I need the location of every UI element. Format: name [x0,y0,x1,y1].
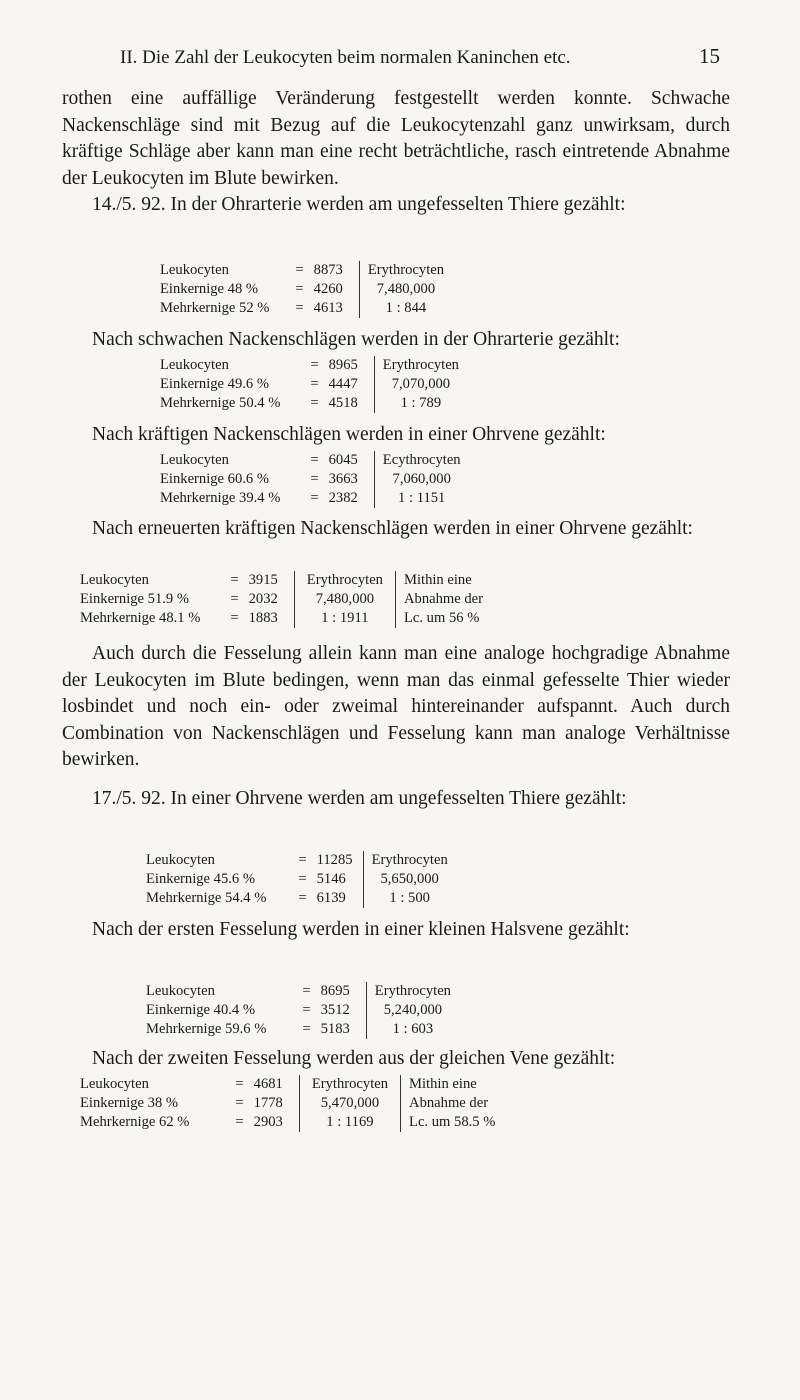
row-label: Einkernige 60.6 % [160,471,270,487]
section-intro-6: Nach der ersten Fesselung werden in einer kleinen Halsvene gezählt: [92,919,630,940]
section-intro-2: Nach schwachen Nackenschlägen werden in der Ohrarterie gezählt: [92,329,620,350]
row-label: Leukocyten [146,983,215,999]
row-value: 8965 [328,357,358,373]
section-intro-5: 17./5. 92. In einer Ohrvene werden am ungefesselten Thiere gezählt: [92,788,627,809]
page-header [120,44,720,74]
count-table-3: Leukocyten Einkernige 60.6 % Mehrkernige 39.4 % = = = 6045 3663 2382 Ecythrocyten 7,060,000 1 : 1151 [160,451,469,508]
row-label: Mehrkernige 39.4 % [160,490,281,506]
row-label: Mehrkernige 54.4 % [146,890,267,906]
row-label: Mehrkernige 62 % [80,1114,190,1130]
row-label: Leukocyten [160,262,229,278]
row-label: Mehrkernige 59.6 % [146,1021,267,1037]
summary-note: Mithin eine Abnahme der Lc. um 56 % [395,571,483,628]
row-label: Einkernige 38 % [80,1095,179,1111]
row-value: 8695 [320,983,350,999]
row-value: 4518 [328,395,358,411]
row-value: 4681 [253,1076,283,1092]
row-value: 5146 [316,871,346,887]
row-value: 6139 [316,890,346,906]
row-label: Leukocyten [80,1076,149,1092]
erythrocyte-column: Erythrocyten 5,240,000 1 : 603 [366,982,459,1039]
row-value: 2903 [253,1114,283,1130]
count-table-4: Leukocyten Einkernige 51.9 % Mehrkernige 48.1 % = = = 3915 2032 1883 Erythrocyten 7,480,000 1 : 1911 Mithin eine Abnahme der Lc. um 56 % [80,572,484,626]
row-label: Leukocyten [80,572,149,588]
section-intro-3: Nach kräftigen Nackenschlägen werden in einer Ohrvene gezählt: [92,424,606,445]
erythrocyte-column: Ecythrocyten 7,060,000 1 : 1151 [374,451,469,508]
row-label: Einkernige 48 % [160,281,259,297]
row-value: 4613 [313,300,343,316]
summary-note: Mithin eine Abnahme der Lc. um 58.5 % [400,1075,495,1132]
section-intro-1: 14./5. 92. In der Ohrarterie werden am ungefesselten Thiere gezählt: [92,194,626,215]
row-value: 4260 [313,281,343,297]
section-intro-7: Nach der zweiten Fesselung werden aus der gleichen Vene gezählt: [92,1048,616,1069]
row-label: Einkernige 45.6 % [146,871,256,887]
row-label: Mehrkernige 48.1 % [80,610,201,626]
row-value: 5183 [320,1021,350,1037]
row-label: Leukocyten [146,852,215,868]
page-number: 15 [699,44,720,68]
row-value: 11285 [316,852,353,868]
count-table-1: Leukocyten Einkernige 48 % Mehrkernige 52 % = = = 8873 4260 4613 Erythrocyten 7,480,000 1 : 844 [160,261,452,318]
erythrocyte-column: Erythrocyten 5,650,000 1 : 500 [363,851,456,908]
row-value: 2032 [248,591,278,607]
row-value: 3663 [328,471,358,487]
count-table-6: Leukocyten Einkernige 40.4 % Mehrkernige 59.6 % = = = 8695 3512 5183 Erythrocyten 5,240,000 1 : 603 [146,982,459,1039]
count-table-2: Leukocyten Einkernige 49.6 % Mehrkernige 50.4 % = = = 8965 4447 4518 Erythrocyten 7,070,000 1 : 789 [160,356,467,413]
count-table-5: Leukocyten Einkernige 45.6 % Mehrkernige 54.4 % = = = 11285 5146 6139 Erythrocyten 5,650,000 1 : 500 [146,851,456,908]
erythrocyte-column: Erythrocyten 7,480,000 1 : 1911 [294,571,395,628]
row-label: Einkernige 40.4 % [146,1002,256,1018]
row-value: 6045 [328,452,358,468]
row-value: 1883 [248,610,278,626]
row-value: 2382 [328,490,358,506]
row-value: 3512 [320,1002,350,1018]
row-label: Einkernige 49.6 % [160,376,270,392]
row-label: Leukocyten [160,452,229,468]
erythrocyte-column: Erythrocyten 5,470,000 1 : 1169 [299,1075,400,1132]
row-value: 1778 [253,1095,283,1111]
row-label: Einkernige 51.9 % [80,591,190,607]
paragraph-2: Auch durch die Fesselung allein kann man eine analoge hochgradige Abnahme der Leukocyten im Blute bedingen, wenn man das einmal gefesselte Thier wieder losbindet und noch ein- oder zweimal hintereinander aufspannt. Auch durch Combination von Nackenschlägen und Fesselung kann man analoge Verhältnisse bewirken. [62,643,730,770]
section-intro-4: Nach erneuerten kräftigen Nackenschlägen werden in einer Ohrvene gezählt: [92,518,693,539]
erythrocyte-column: Erythrocyten 7,070,000 1 : 789 [374,356,467,413]
row-value: 4447 [328,376,358,392]
row-label: Mehrkernige 50.4 % [160,395,281,411]
row-label: Mehrkernige 52 % [160,300,270,316]
row-label: Leukocyten [160,357,229,373]
running-title: II. Die Zahl der Leukocyten beim normalen Kaninchen etc. [120,47,571,68]
paragraph-1: rothen eine auffällige Veränderung festgestellt werden konnte. Schwache Nackenschläge sind mit Bezug auf die Leukocytenzahl ganz unwirksam, durch kräftige Schläge aber kann man eine recht beträchtliche, rasch eintretende Abnahme der Leukocyten im Blute bewirken. [62,88,730,189]
row-value: 8873 [313,262,343,278]
row-value: 3915 [248,572,278,588]
count-table-7: Leukocyten Einkernige 38 % Mehrkernige 62 % = = = 4681 1778 2903 Erythrocyten 5,470,000 1 : 1169 Mithin eine Abnahme der Lc. um 58.5 % [80,1076,496,1130]
erythrocyte-column: Erythrocyten 7,480,000 1 : 844 [359,261,452,318]
